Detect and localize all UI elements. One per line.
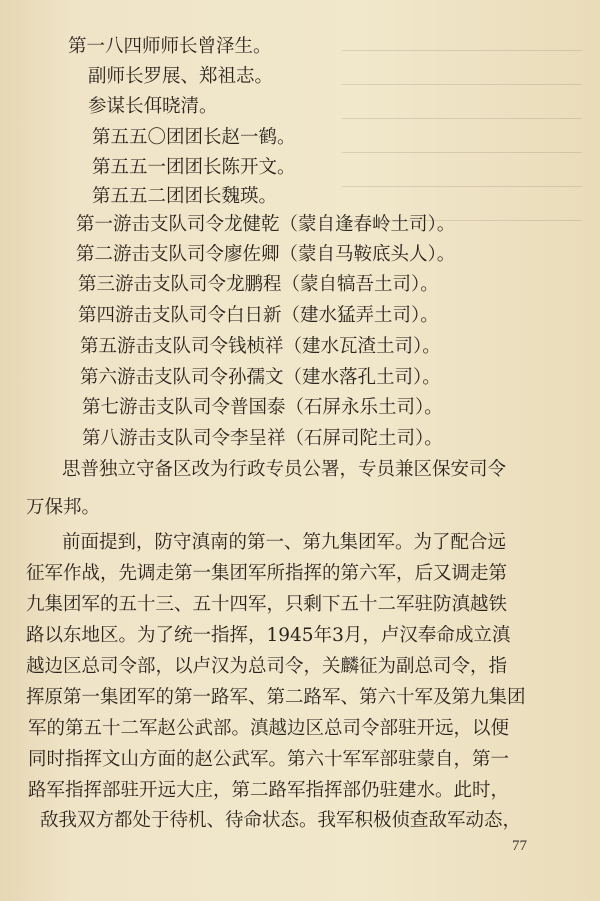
text-line: 第五游击支队司令钱桢祥（建水瓦渣土司）。 [80,336,441,357]
text-line: 第四游击支队司令白日新（建水猛弄土司）。 [78,305,439,326]
text-line: 第八游击支队司令李呈祥（石屏司陀土司）。 [82,428,443,449]
text-line: 前面提到，防守滇南的第一、第九集团军。为了配合远 [62,532,507,553]
text-line: 敌我双方都处于待机、待命状态。我军积极侦查敌军动态， [40,810,522,831]
text-line: 第七游击支队司令普国泰（石屏永乐土司）。 [82,397,443,418]
text-line: 路以东地区。为了统一指挥，1945年3月，卢汉奉命成立滇 [26,625,511,646]
text-line: 越边区总司令部，以卢汉为总司令，关麟征为副总司令，指 [26,656,508,677]
text-line: 军的第五十二军赵公武部。滇越边区总司令部驻开远，以便 [28,718,510,739]
text-line: 九集团军的五十三、五十四军，只剩下五十二军驻防滇越铁 [26,594,508,615]
text-line: 挥原第一集团军的第一路军、第二路军、第六十军及第九集团 [26,687,526,708]
page-number: 77 [512,838,527,854]
text-line: 同时指挥文山方面的赵公武军。第六十军军部驻蒙自，第一 [28,749,510,770]
text-line: 第一八四师师长曾泽生。 [68,36,272,57]
text-line: 第三游击支队司令龙鹏程（蒙自犒吾土司）。 [78,274,439,295]
text-line: 万保邦。 [26,497,101,518]
text-line: 第五五二团团长魏瑛。 [92,186,278,207]
text-line: 路军指挥部驻开远大庄，第二路军指挥部仍驻建水。此时， [28,780,510,801]
text-line: 副师长罗展、郑祖志。 [88,66,274,87]
bleed-through-text [342,26,582,236]
text-line: 第五五一团团长陈开文。 [92,157,296,178]
text-line: 第一游击支队司令龙健乾（蒙自逢春岭土司）。 [76,214,456,235]
text-line: 第二游击支队司令廖佐卿（蒙自马鞍底头人）。 [76,244,456,265]
text-line: 第六游击支队司令孙孺文（建水落孔土司）。 [80,367,441,388]
text-line: 征军作战，先调走第一集团军所指挥的第六军，后又调走第 [26,563,508,584]
text-line: 思普独立守备区改为行政专员公署，专员兼区保安司令 [62,459,507,480]
text-line: 第五五〇团团长赵一鹤。 [92,127,296,148]
text-line: 参谋长佴晓清。 [88,96,218,117]
